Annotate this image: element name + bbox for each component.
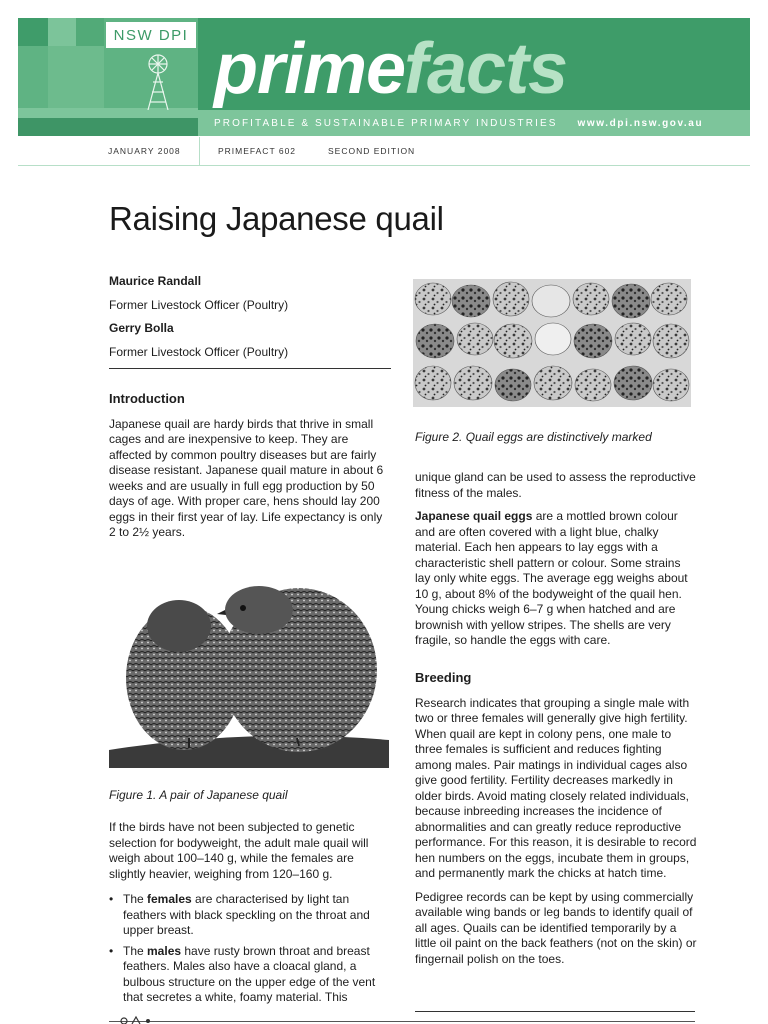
tagline-bar (198, 110, 750, 136)
intro-section (109, 391, 391, 541)
primefacts-banner (18, 18, 750, 136)
section-heading: Introduction (109, 391, 185, 406)
windmill-icon (138, 52, 178, 110)
sex-differences-list (109, 892, 391, 1006)
intro-paragraph: Japanese quail are hardy birds that thrive in small cages and are inexpensive to keep. They are affected by common poultry diseases but are fairly disease resistant. Japanese quail mature in about 6 weeks and are usually in full egg production by 50 days of age. With proper care, hens should lay 200 eggs in their first year of lay. Life expectancy is only 2 to 2½ years. (109, 416, 384, 539)
edition: SECOND EDITION (328, 146, 416, 156)
breeding-section (415, 670, 697, 967)
figure-1-photo (109, 578, 389, 768)
page-title: Raising Japanese quail (109, 200, 444, 237)
list-item: • The males have rusty brown throat and breast feathers. Males also have a cloacal gland, a bulbous structure on the upper edge of the vent that secretes a white, foamy material. This (109, 944, 391, 1006)
pedigree-paragraph: Pedigree records can be kept by using commercially available wing bands or leg bands to identify quail of all ages. Quails can be identified temporarily by a little oil paint on the back feathers (not on the skin) or fingernail polish on the toes. (415, 889, 697, 966)
author-role: Former Livestock Officer (Poultry) (109, 297, 289, 312)
figure-1-caption: Figure 1. A pair of Japanese quail (109, 788, 288, 802)
primefact-number: PRIMEFACT 602 (218, 146, 297, 156)
list-item: • The females are characterised by light tan feathers with black speckling on the throat and upper breast. (109, 892, 391, 939)
figure-2-photo (413, 279, 691, 407)
tagline: PROFITABLE & SUSTAINABLE PRIMARY INDUSTRIES (214, 117, 558, 129)
breeding-paragraph: Research indicates that grouping a single male with two or three females will generally give high fertility. When quail are kept in colony pens, one male to three females is sufficient and reduces fighting among males. Pair matings in individual cages also give good fertility. Fertility decreases markedly in older birds. Avoid mating closely related individuals, because inbreeding increases the incidence of abnormalities and can greatly reduce reproductive performance. For this reason, it is desirable to record hen numbers on the eggs, incubate them in groups, and permanently mark the chicks at hatch time. (415, 695, 697, 880)
recycle-logo-icon (118, 1015, 158, 1024)
org-name: NSW DPI (113, 26, 189, 44)
footer-rule (415, 1011, 695, 1012)
left-column (109, 274, 391, 360)
author-name: Maurice Randall (109, 274, 202, 288)
meta-divider (199, 137, 200, 165)
author-name: Gerry Bolla (109, 321, 174, 335)
quail-eggs-photo-icon (413, 279, 691, 407)
bodyweight-paragraph: If the birds have not been subjected to genetic selection for bodyweight, the adult male quail will weigh about 100–140 g, while the females are slightly heavier, weighing from 120–160 g. (109, 820, 369, 881)
eggs-section (415, 470, 697, 649)
brand-facts: facts (404, 29, 568, 109)
publication-meta (18, 137, 750, 166)
figure-2-caption: Figure 2. Quail eggs are distinctively marked (415, 430, 652, 444)
gland-paragraph: unique gland can be used to assess the reproductive fitness of the males. (415, 470, 696, 500)
eggs-paragraph: Japanese quail eggs are a mottled brown colour and are often covered with a light blue, chalky material. Each hen appears to lay eggs with a characteristic shell pattern or colour. Some strains lay only white eggs. The average egg weighs about 10 g, about 8% of the bodyweight of the quail hen. Young chicks weigh 6–7 g when hatched and are brownish with yellow stripes. The shells are very fragile, so handle the eggs with care. (415, 509, 688, 647)
author-role: Former Livestock Officer (Poultry) (109, 344, 289, 359)
nsw-dpi-logo (106, 22, 196, 48)
bodyweight-section (109, 820, 391, 1011)
author-rule (109, 368, 391, 369)
quail-photo-icon (109, 578, 389, 768)
website-link[interactable]: www.dpi.nsw.gov.au (577, 117, 704, 129)
page-bottom-rule (109, 1021, 695, 1022)
section-heading: Breeding (415, 670, 472, 685)
brand-prime: prime (214, 29, 406, 109)
publication-date: JANUARY 2008 (108, 146, 181, 156)
